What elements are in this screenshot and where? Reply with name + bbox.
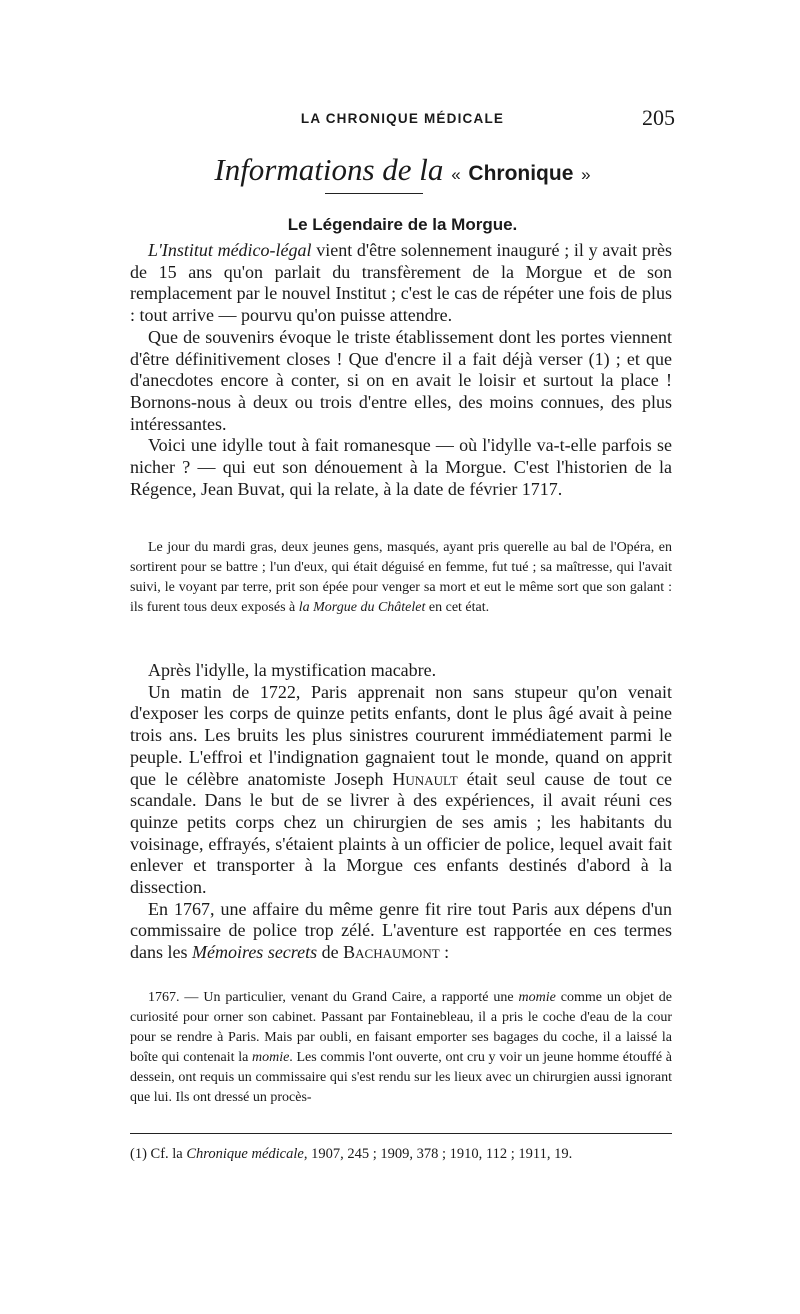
footnote-b: , 1907, 245 ; 1909, 378 ; 1910, 112 ; 1911, 19. [303,1146,573,1162]
paragraph-6-c: : [439,942,450,963]
paragraph-4: Après l'idylle, la mystification macabre. [148,660,437,680]
paragraph-6 [130,899,672,964]
quote-1-end: en cet état. [425,600,490,615]
quote-2-italic-2: momie [251,1050,290,1065]
paragraph-5-a: Un matin de 1722, Paris apprenait non sans stupeur qu'on venait d'exposer les corps de quinze petits enfants, dont le plus âgé avait à peine trois ans. Les bruits les plus sinistres coururent immédiatement parmi le peuple. L'effroi et l'indignation gagnaient tout le monde, quand on apprit que le célèbre anatomiste Joseph [130,681,672,789]
paragraph-6-a: En 1767, une affaire du même genre fit rire tout Paris aux dépens d'un commissaire de police trop zélé. L'aventure est rapportée en ces termes dans les [130,898,672,963]
running-title: LA CHRONIQUE MÉDICALE [300,111,505,126]
quote-block-1 [130,538,672,618]
quote-2-a: 1767. — Un particulier, venant du Grand Caire, a rapporté une [148,990,519,1005]
footnote-rule [130,1133,672,1134]
paragraph-5-b: était seul cause de tout ce scandale. Dans le but de se livrer à des expériences, il avait réuni ces quinze petits corps chez un chirurgien de ses amis ; les habitants du voisinage, effrayés, s'étaient plaints à un officier de police, lequel avait fait enlever et transporter à la Morgue ces enfants destinés d'abord à la dissection. [130,768,672,898]
paragraph-6-italic: Mémoires secrets [192,942,318,963]
paragraph-1-italic: L'Institut médico-légal [148,240,312,260]
paragraph-5-smallcaps: Hunault [392,768,458,789]
paragraph-5 [130,682,672,899]
quote-1-italic: la Morgue du Châtelet [298,600,426,615]
article-title: Le Légendaire de la Morgue. [287,215,518,234]
quote-1-text: Le jour du mardi gras, deux jeunes gens, masqués, ayant pris querelle au bal de l'Opéra, en sortirent pour se battre ; l'un d'eux, qui était déguisé en femme, fut tué ; sa maîtresse, qui l'avait suivi, le voyant par terre, prit son épée pour venger sa mort et eut le même sort que son galant : ils furent tous deux exposés à [130,540,672,615]
section-title-chronique: Chronique [468,162,574,185]
quote-2-c: . Les commis l'ont ouverte, ont cru y voir un jeune homme étouffé à dessein, ont requis un commissaire qui s'est rendu sur les lieux avec un chirurgien aussi ignorant que lui. Ils ont dressé un procès- [130,1050,673,1105]
section-title [130,152,675,188]
quote-2 [130,988,672,1108]
quote-open: « [451,165,461,184]
paragraph-2: Que de souvenirs évoque le triste établissement dont les portes viennent d'être définitivement closes ! Que d'encre il a fait déjà verser (1) ; et que d'anecdotes encore à conter, si on en avait le loisir et surtout la place ! Bornons-nous à deux ou trois d'entre elles, des moins connues, des plus intéressantes. [130,326,672,434]
page-header [130,105,675,135]
quote-1 [130,538,672,618]
quote-block-2 [130,988,672,1108]
footnote [130,1144,672,1164]
page-number: 205 [642,105,675,130]
section-title-script: Informations de la [214,152,444,187]
paragraph-3: Voici une idylle tout à fait romanesque — où l'idylle va-t-elle parfois se nicher ? — qui eut son dénouement à la Morgue. C'est l'historien de la Régence, Jean Buvat, qui la relate, à la date de février 1717. [130,435,672,499]
article-body-part2 [130,660,672,964]
quote-close: » [581,165,591,184]
footnote-italic: Chronique médicale [186,1146,304,1162]
article-body-part1 [130,240,672,500]
paragraph-6-smallcaps: Bachaumont [343,942,440,963]
quote-2-italic-1: momie [518,990,556,1005]
footnote-a: (1) Cf. la [130,1146,187,1162]
quote-2-b: comme un objet de curiosité pour orner son cabinet. Passant par Fontainebleau, il a pris le coche d'eau de la cour pour se rendre à Paris. Mais par oubli, en faisant emporter ses bagages du coche, il a laissé la boîte qui contenait la [130,990,673,1065]
paragraph-1 [130,240,672,327]
title-rule [325,193,423,194]
paragraph-1-text: vient d'être solennement inauguré ; il y avait près de 15 ans qu'on parlait du transfèrement de la Morgue et de son remplacement par le nouvel Institut ; c'est le cas de répéter une fois de plus : tout arrive — pourvu qu'on puisse attendre. [130,240,672,326]
paragraph-6-b: de [317,942,344,963]
